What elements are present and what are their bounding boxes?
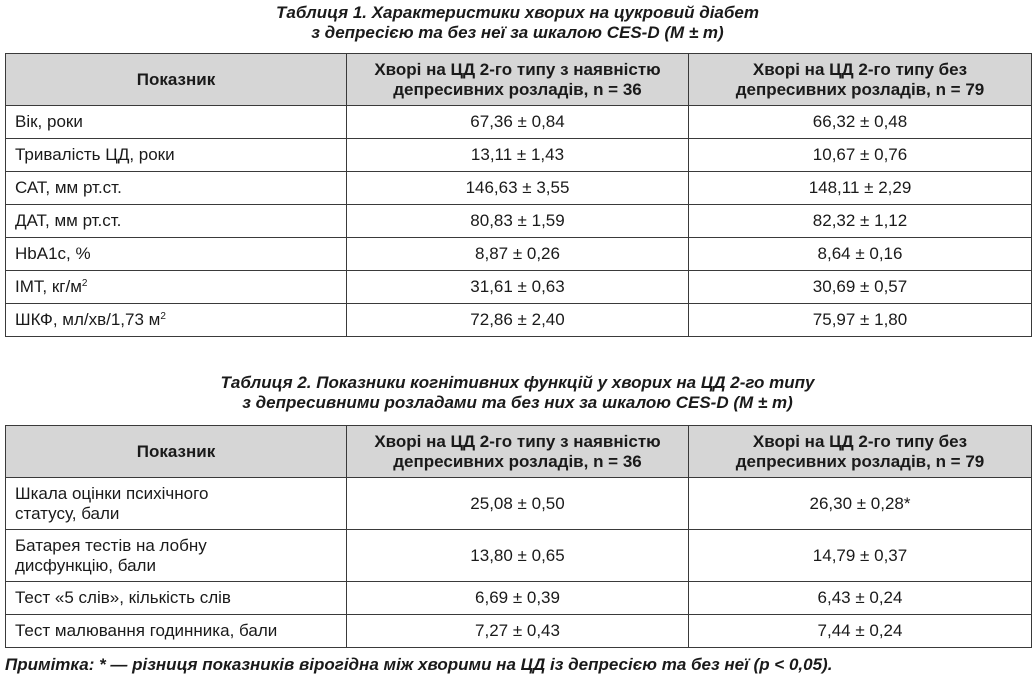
group1-value: 13,11 ± 1,43	[347, 139, 689, 172]
table-row	[6, 139, 1032, 172]
group2-value: 14,79 ± 0,37	[689, 530, 1032, 582]
table1-header-group1	[347, 54, 689, 106]
row-label: Вік, роки	[6, 106, 347, 139]
table1-header-group2	[689, 54, 1032, 106]
group2-value: 10,67 ± 0,76	[689, 139, 1032, 172]
row-label-line1: Батарея тестів на лобну	[15, 535, 207, 555]
table-row	[6, 106, 1032, 139]
table2-caption-line1: Таблиця 2. Показники когнітивних функцій у хворих на ЦД 2-го типу	[220, 373, 815, 392]
table1-header-indicator: Показник	[6, 54, 347, 106]
table-row	[6, 582, 1032, 615]
table-row	[6, 615, 1032, 648]
row-label-text: ІМТ, кг/м	[15, 277, 82, 296]
row-label: САТ, мм рт.ст.	[6, 172, 347, 205]
row-label-line2: дисфункцію, бали	[15, 555, 156, 575]
row-label: Тест малювання годинника, бали	[6, 615, 347, 648]
group2-value: 66,32 ± 0,48	[689, 106, 1032, 139]
table1-header-group1-line2: депресивних розладів, n = 36	[393, 79, 642, 99]
table2-header-group1-line2: депресивних розладів, n = 36	[393, 451, 642, 471]
table1-header-row	[6, 54, 1032, 106]
row-label: Тривалість ЦД, роки	[6, 139, 347, 172]
table-row	[6, 205, 1032, 238]
table2-header-group1-line1: Хворі на ЦД 2-го типу з наявністю	[374, 431, 661, 451]
table2-header-group2-line1: Хворі на ЦД 2-го типу без	[752, 431, 968, 451]
table2-header-indicator: Показник	[6, 426, 347, 478]
row-label: Тест «5 слів», кількість слів	[6, 582, 347, 615]
table2-header-group2-line2: депресивних розладів, n = 79	[735, 451, 985, 471]
row-label-text: ШКФ, мл/хв/1,73 м	[15, 310, 161, 329]
group2-value: 6,43 ± 0,24	[689, 582, 1032, 615]
row-label: ДАТ, мм рт.ст.	[6, 205, 347, 238]
table1-header-group1-line1: Хворі на ЦД 2-го типу з наявністю	[374, 59, 661, 79]
table2-caption	[0, 373, 1035, 413]
group2-value: 148,11 ± 2,29	[689, 172, 1032, 205]
group2-value: 26,30 ± 0,28*	[689, 478, 1032, 530]
group1-value: 67,36 ± 0,84	[347, 106, 689, 139]
table1-caption	[0, 3, 1035, 43]
row-label-line1: Шкала оцінки психічного	[15, 483, 209, 503]
row-label	[6, 478, 347, 530]
table2-caption-line2: з депресивними розладами та без них за шкалою CES-D (M ± m)	[242, 393, 793, 412]
table-row	[6, 478, 1032, 530]
table-row	[6, 238, 1032, 271]
table2	[5, 425, 1032, 648]
group1-value: 146,63 ± 3,55	[347, 172, 689, 205]
group2-value: 30,69 ± 0,57	[689, 271, 1032, 304]
group1-value: 80,83 ± 1,59	[347, 205, 689, 238]
row-label: HbA1c, %	[6, 238, 347, 271]
row-label	[6, 530, 347, 582]
group1-value: 7,27 ± 0,43	[347, 615, 689, 648]
group2-value: 8,64 ± 0,16	[689, 238, 1032, 271]
table-row	[6, 271, 1032, 304]
group1-value: 31,61 ± 0,63	[347, 271, 689, 304]
group1-value: 8,87 ± 0,26	[347, 238, 689, 271]
table2-header-group1	[347, 426, 689, 478]
table1	[5, 53, 1032, 337]
table1-caption-line2: з депресією та без неї за шкалою CES-D (M ± m)	[311, 23, 724, 42]
footnote: Примітка: * — різниця показників вірогідна між хворими на ЦД із депресією та без неї (p < 0,05).	[5, 655, 833, 674]
group1-value: 72,86 ± 2,40	[347, 304, 689, 337]
table-row	[6, 172, 1032, 205]
group1-value: 6,69 ± 0,39	[347, 582, 689, 615]
table1-caption-line1: Таблиця 1. Характеристики хворих на цукровий діабет	[276, 3, 759, 22]
group2-value: 75,97 ± 1,80	[689, 304, 1032, 337]
table-row	[6, 304, 1032, 337]
group2-value: 7,44 ± 0,24	[689, 615, 1032, 648]
group1-value: 25,08 ± 0,50	[347, 478, 689, 530]
group1-value: 13,80 ± 0,65	[347, 530, 689, 582]
group2-value: 82,32 ± 1,12	[689, 205, 1032, 238]
table2-header-group2	[689, 426, 1032, 478]
table1-header-group2-line1: Хворі на ЦД 2-го типу без	[752, 59, 968, 79]
row-label-line2: статусу, бали	[15, 503, 120, 523]
table2-header-row	[6, 426, 1032, 478]
table1-header-group2-line2: депресивних розладів, n = 79	[735, 79, 985, 99]
superscript: 2	[160, 311, 166, 322]
row-label	[6, 304, 347, 337]
table-row	[6, 530, 1032, 582]
superscript: 2	[81, 278, 88, 289]
row-label	[6, 271, 347, 304]
